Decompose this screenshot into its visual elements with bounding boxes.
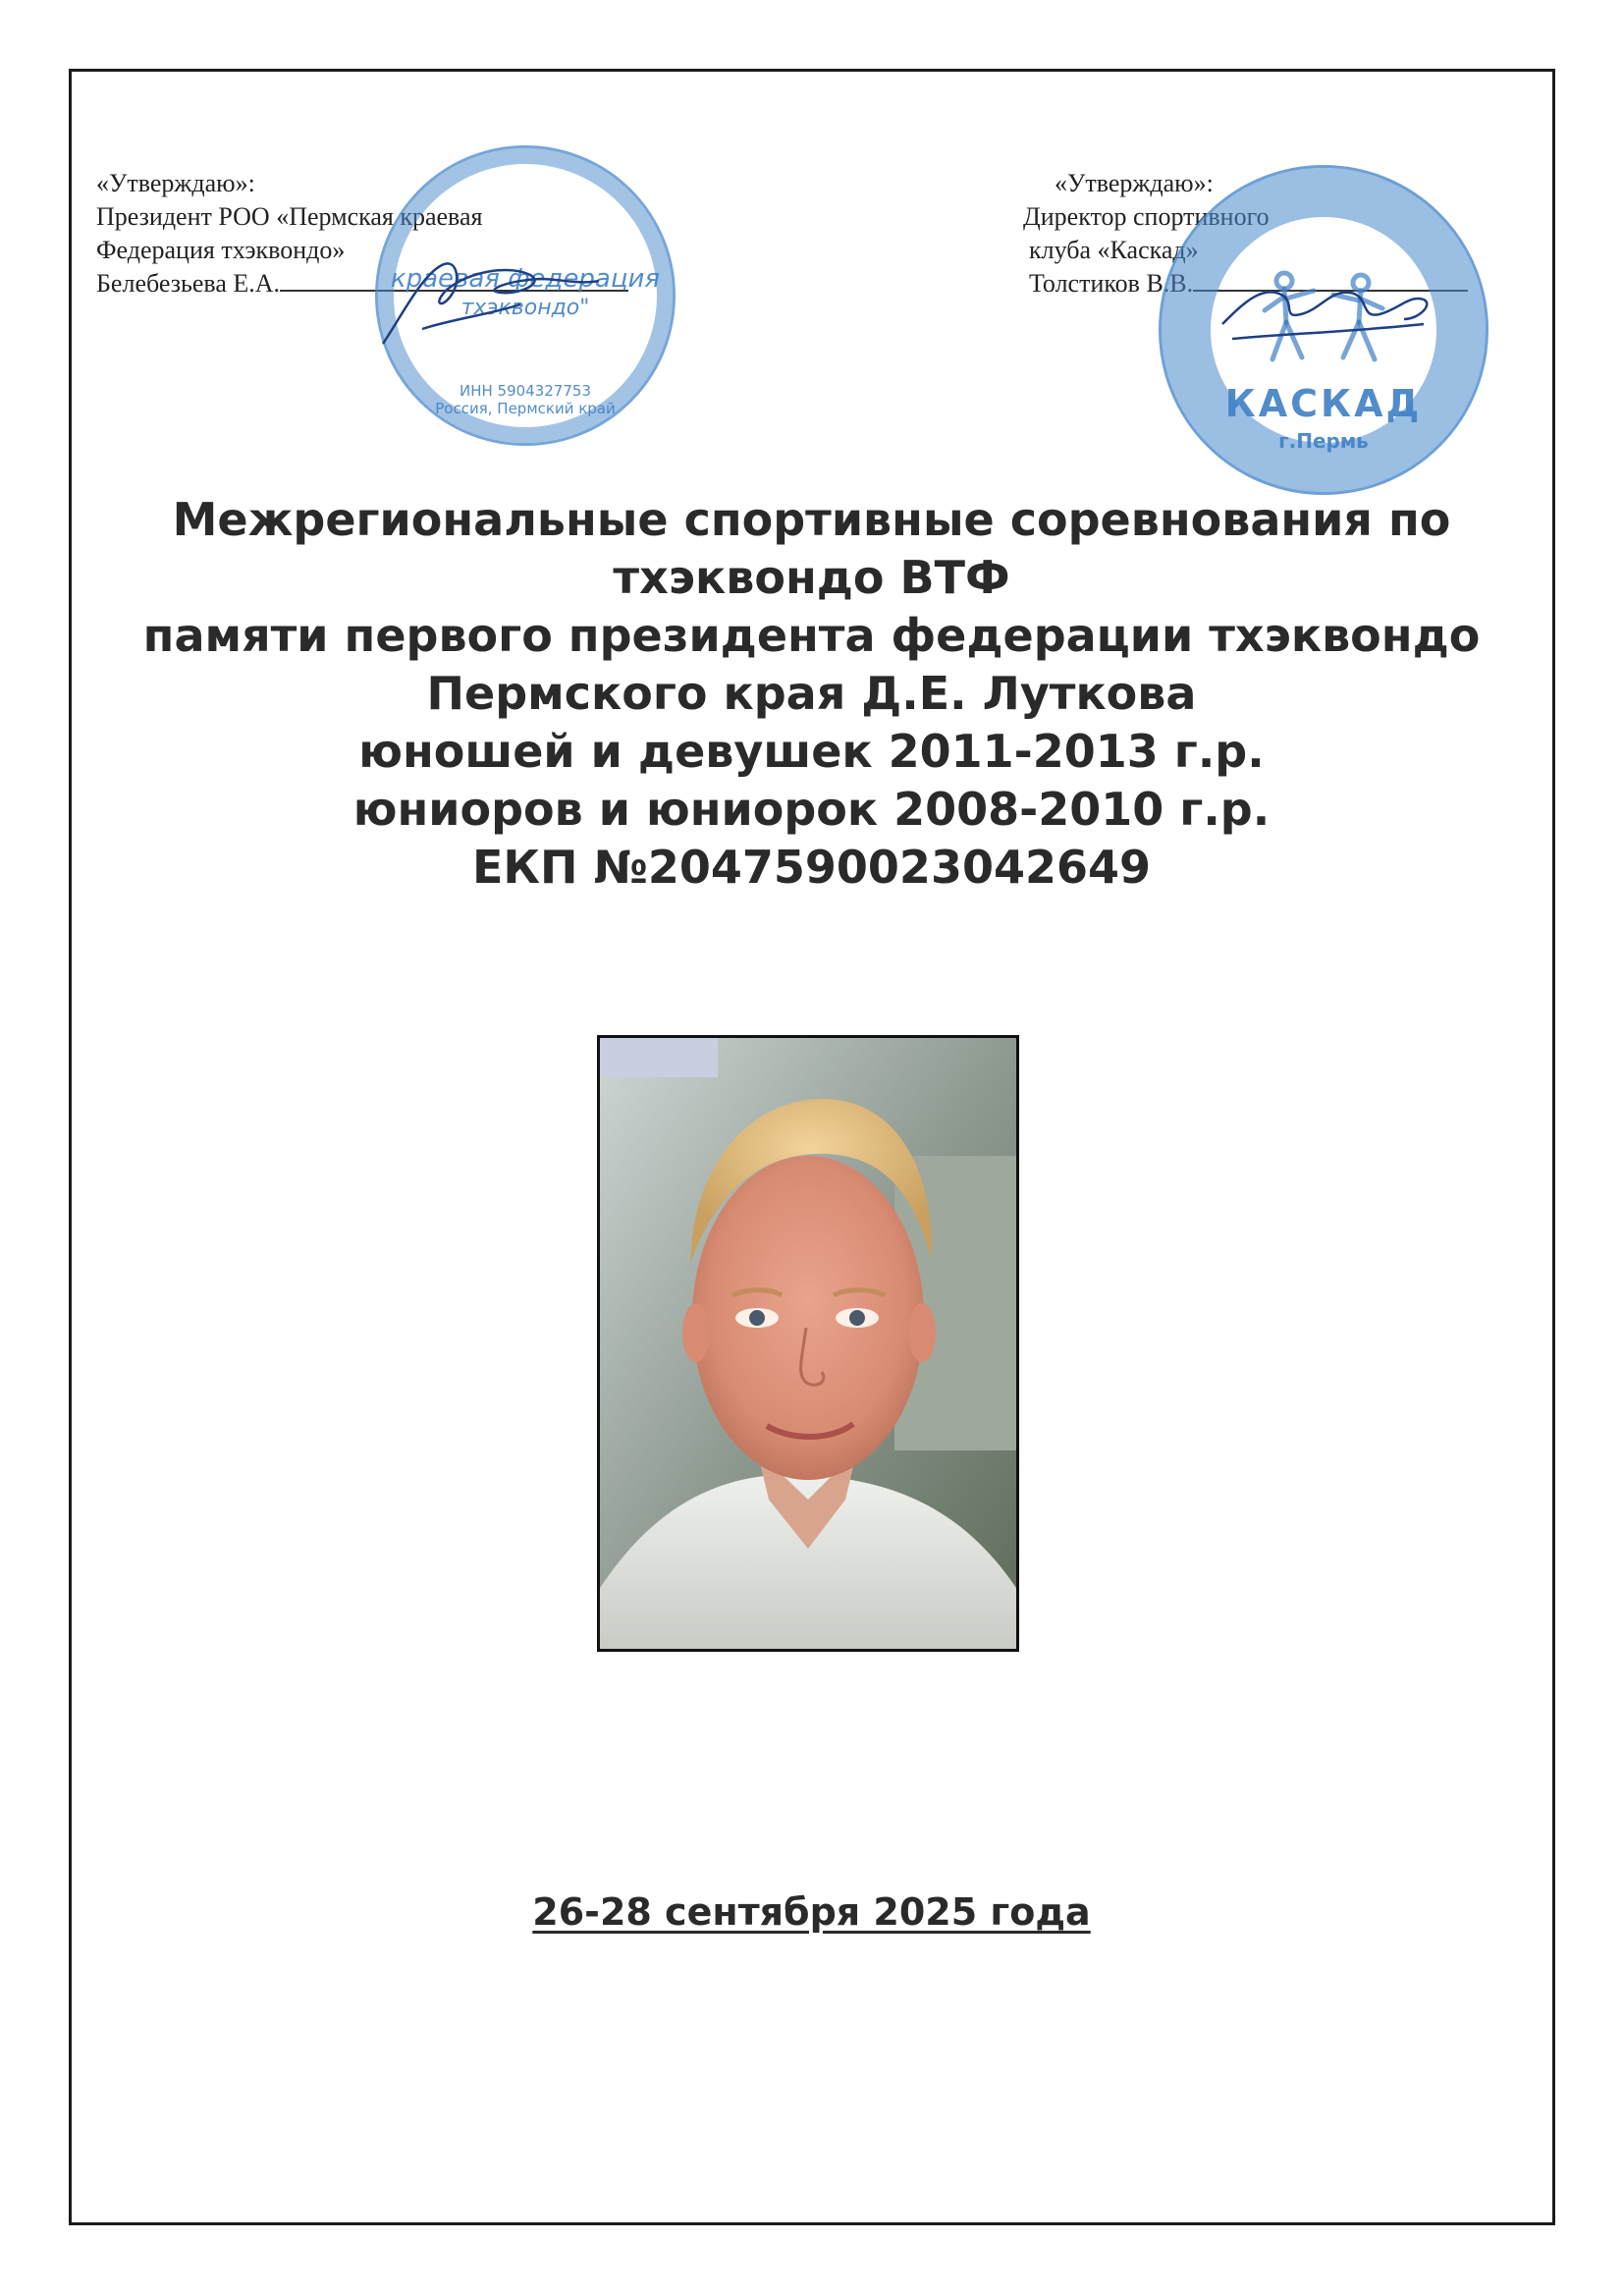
portrait-photo xyxy=(597,1035,1019,1652)
event-date xyxy=(79,1890,1544,1934)
event-date-text: 26-28 сентября 2025 года xyxy=(532,1890,1091,1934)
approve-label-left: «Утверждаю»: xyxy=(96,169,255,197)
seal-place: Россия, Пермский край xyxy=(435,400,616,417)
title-line2: тхэквондо ВТФ xyxy=(613,551,1010,604)
signature-left xyxy=(363,236,619,363)
signature-right xyxy=(1213,265,1438,354)
document-title xyxy=(79,491,1544,897)
approval-right-line1: Директор спортивного xyxy=(1023,202,1270,231)
signer-right: Толстиков В.В. xyxy=(1029,269,1194,298)
approval-left-line2: Федерация тхэквондо» xyxy=(96,236,346,264)
approval-right-line2: клуба «Каскад» xyxy=(1029,236,1199,264)
club-seal-city: г.Пермь xyxy=(1278,429,1369,453)
title-line1: Межрегиональные спортивные соревнования по xyxy=(172,493,1451,546)
title-line7: ЕКП №2047590023042649 xyxy=(472,841,1151,894)
portrait-image xyxy=(600,1038,1016,1649)
title-line6: юниоров и юниорок 2008-2010 г.р. xyxy=(352,783,1271,836)
title-line5: юношей и девушек 2011-2013 г.р. xyxy=(358,725,1265,778)
title-line4: Пермского края Д.Е. Луткова xyxy=(426,667,1197,720)
approval-left-line1: Президент РОО «Пермская краевая xyxy=(96,202,483,231)
club-seal-word: КАСКАД xyxy=(1224,382,1423,425)
title-line3: памяти первого президента федерации тхэквондо xyxy=(142,609,1481,662)
seal-inner-line2: тхэквондо" xyxy=(460,296,590,320)
signer-left: Белебезьева Е.А. xyxy=(96,269,281,298)
seal-inner-line1: краевая федерация xyxy=(390,264,661,294)
approve-label-right: «Утверждаю»: xyxy=(1055,169,1214,197)
seal-inn: ИНН 5904327753 xyxy=(460,382,591,400)
